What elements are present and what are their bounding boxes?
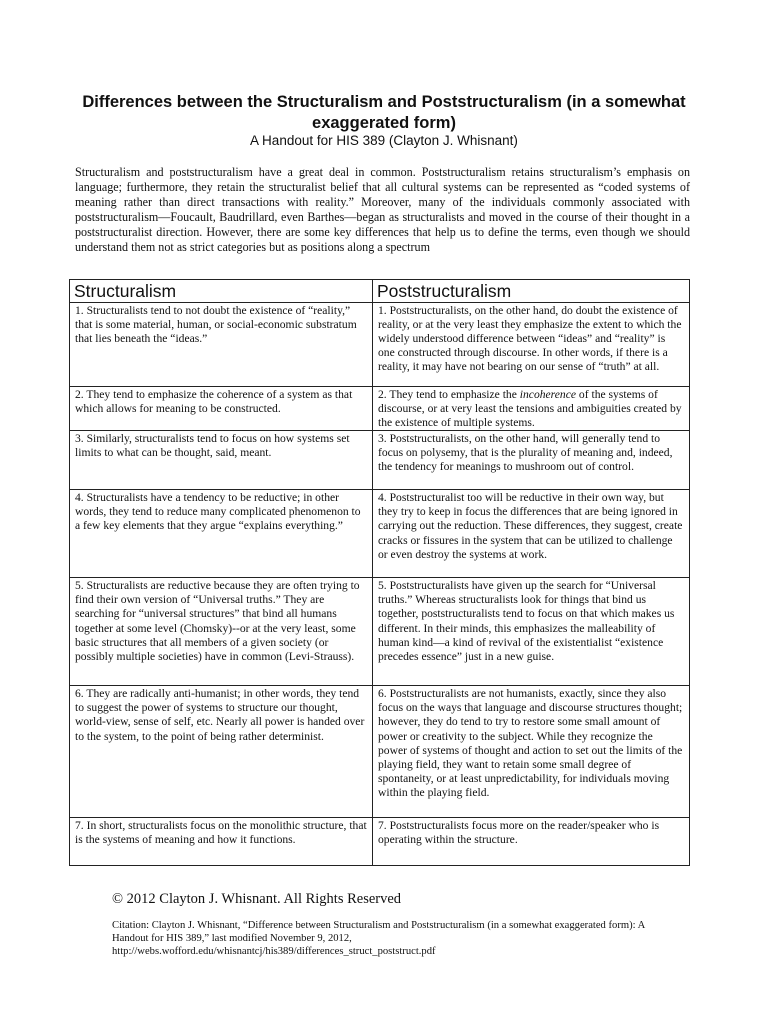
table-row <box>70 431 690 490</box>
structuralism-cell: 7. In short, structuralists focus on the monolithic structure, that is the systems of meaning and how it functions. <box>70 818 373 866</box>
table-row <box>70 387 690 431</box>
comparison-table <box>69 279 690 866</box>
header-structuralism: Structuralism <box>70 280 373 303</box>
poststructuralism-cell: 1. Poststructuralists, on the other hand, do doubt the existence of reality, or at the very least they emphasize the extent to which the widely understood difference between “ideas” and “reality” is one constructed through discourse. In other words, if there is a reality, it may have not bearing on our sense of “truth” at all. <box>373 303 690 387</box>
poststructuralism-cell: 6. Poststructuralists are not humanists, exactly, since they also focus on the ways that language and discourse structures thought; however, they do tend to try to restore some small amount of power or creativity to the subject. While they recognize the power of systems of thought and action to set out the limits of the playing field, they want to retain some small degree of spontaneity, or at least unpredictability, for individuals moving within the playing field. <box>373 686 690 818</box>
structuralism-cell: 2. They tend to emphasize the coherence of a system as that which allows for meaning to be constructed. <box>70 387 373 431</box>
intro-paragraph: Structuralism and poststructuralism have a great deal in common. Poststructuralism retains structuralism’s emphasis on language; furthermore, they retain the structuralist belief that all cultural systems can be represented as “coded systems of meaning rather than direct transactions with reality.” Moreover, many of the individuals commonly associated with poststructuralism—Foucault, Baudrillard, even Barthes—began as structuralists and moved in the course of their thought in a poststructuralist direction. However, there are some key differences that help us to define the terms, even though we should understand them not as strict categories but as positions along a spectrum <box>75 165 690 255</box>
emphasis-text: incoherence <box>519 388 577 401</box>
document-subtitle: A Handout for HIS 389 (Clayton J. Whisnant) <box>250 133 518 148</box>
structuralism-cell: 1. Structuralists tend to not doubt the existence of “reality,” that is some material, human, or social-economic substratum that lies beneath the “ideas.” <box>70 303 373 387</box>
structuralism-cell: 4. Structuralists have a tendency to be reductive; in other words, they tend to reduce many complicated phenomenon to a few key elements that they argue “explains everything.” <box>70 490 373 578</box>
table-header-row <box>70 280 690 303</box>
structuralism-cell: 3. Similarly, structuralists tend to focus on how systems set limits to what can be thought, said, meant. <box>70 431 373 490</box>
poststructuralism-cell: 7. Poststructuralists focus more on the reader/speaker who is operating within the structure. <box>373 818 690 866</box>
table-row <box>70 490 690 578</box>
poststructuralism-cell: 3. Poststructuralists, on the other hand, will generally tend to focus on polysemy, that is the plurality of meaning and, indeed, the tendency for meanings to mushroom out of control. <box>373 431 690 490</box>
table-row <box>70 686 690 818</box>
document-title: Differences between the Structuralism and Poststructuralism (in a somewhat exaggerated form) <box>82 93 686 132</box>
table-row <box>70 578 690 686</box>
poststructuralism-cell: 2. They tend to emphasize the incoherence of the systems of discourse, or at very least the tensions and ambiguities created by the existence of multiple systems. <box>373 387 690 431</box>
table-row <box>70 818 690 866</box>
copyright-notice: © 2012 Clayton J. Whisnant. All Rights Reserved <box>112 891 402 907</box>
citation-text: Citation: Clayton J. Whisnant, “Difference between Structuralism and Poststructuralism (in a somewhat exaggerated form): A Handout for HIS 389,” last modified November 9, 2012, http://webs.wofford.edu/whisnantcj/his389/differences_struct_poststruct.pdf <box>112 920 645 958</box>
structuralism-cell: 5. Structuralists are reductive because they are often trying to find their own version of “Universal truths.” They are searching for “universal structures” that bind all humans together at some level (Chomsky)--or at the very least, some basic structures that all members of a given society (or possibly multiple societies) have in common (Levi-Strauss). <box>70 578 373 686</box>
table-row <box>70 303 690 387</box>
poststructuralism-cell: 5. Poststructuralists have given up the search for “Universal truths.” Whereas structuralists look for things that bind us together, poststructuralists tend to focus on that which makes us different. In their minds, this emphasizes the malleability of human kind—a kind of revival of the existentialist “existence precedes essence” just in a new guise. <box>373 578 690 686</box>
poststructuralism-cell: 4. Poststructuralist too will be reductive in their own way, but they try to keep in focus the differences that are being ignored in carrying out the reduction. These differences, they suggest, create cracks or fissures in the system that can be utilized to challenge or even destroy the systems at work. <box>373 490 690 578</box>
header-poststructuralism: Poststructuralism <box>373 280 690 303</box>
structuralism-cell: 6. They are radically anti-humanist; in other words, they tend to suggest the power of systems to structure our thought, world-view, sense of self, etc. Nearly all power is handed over to the system, to the point of being rather determinist. <box>70 686 373 818</box>
